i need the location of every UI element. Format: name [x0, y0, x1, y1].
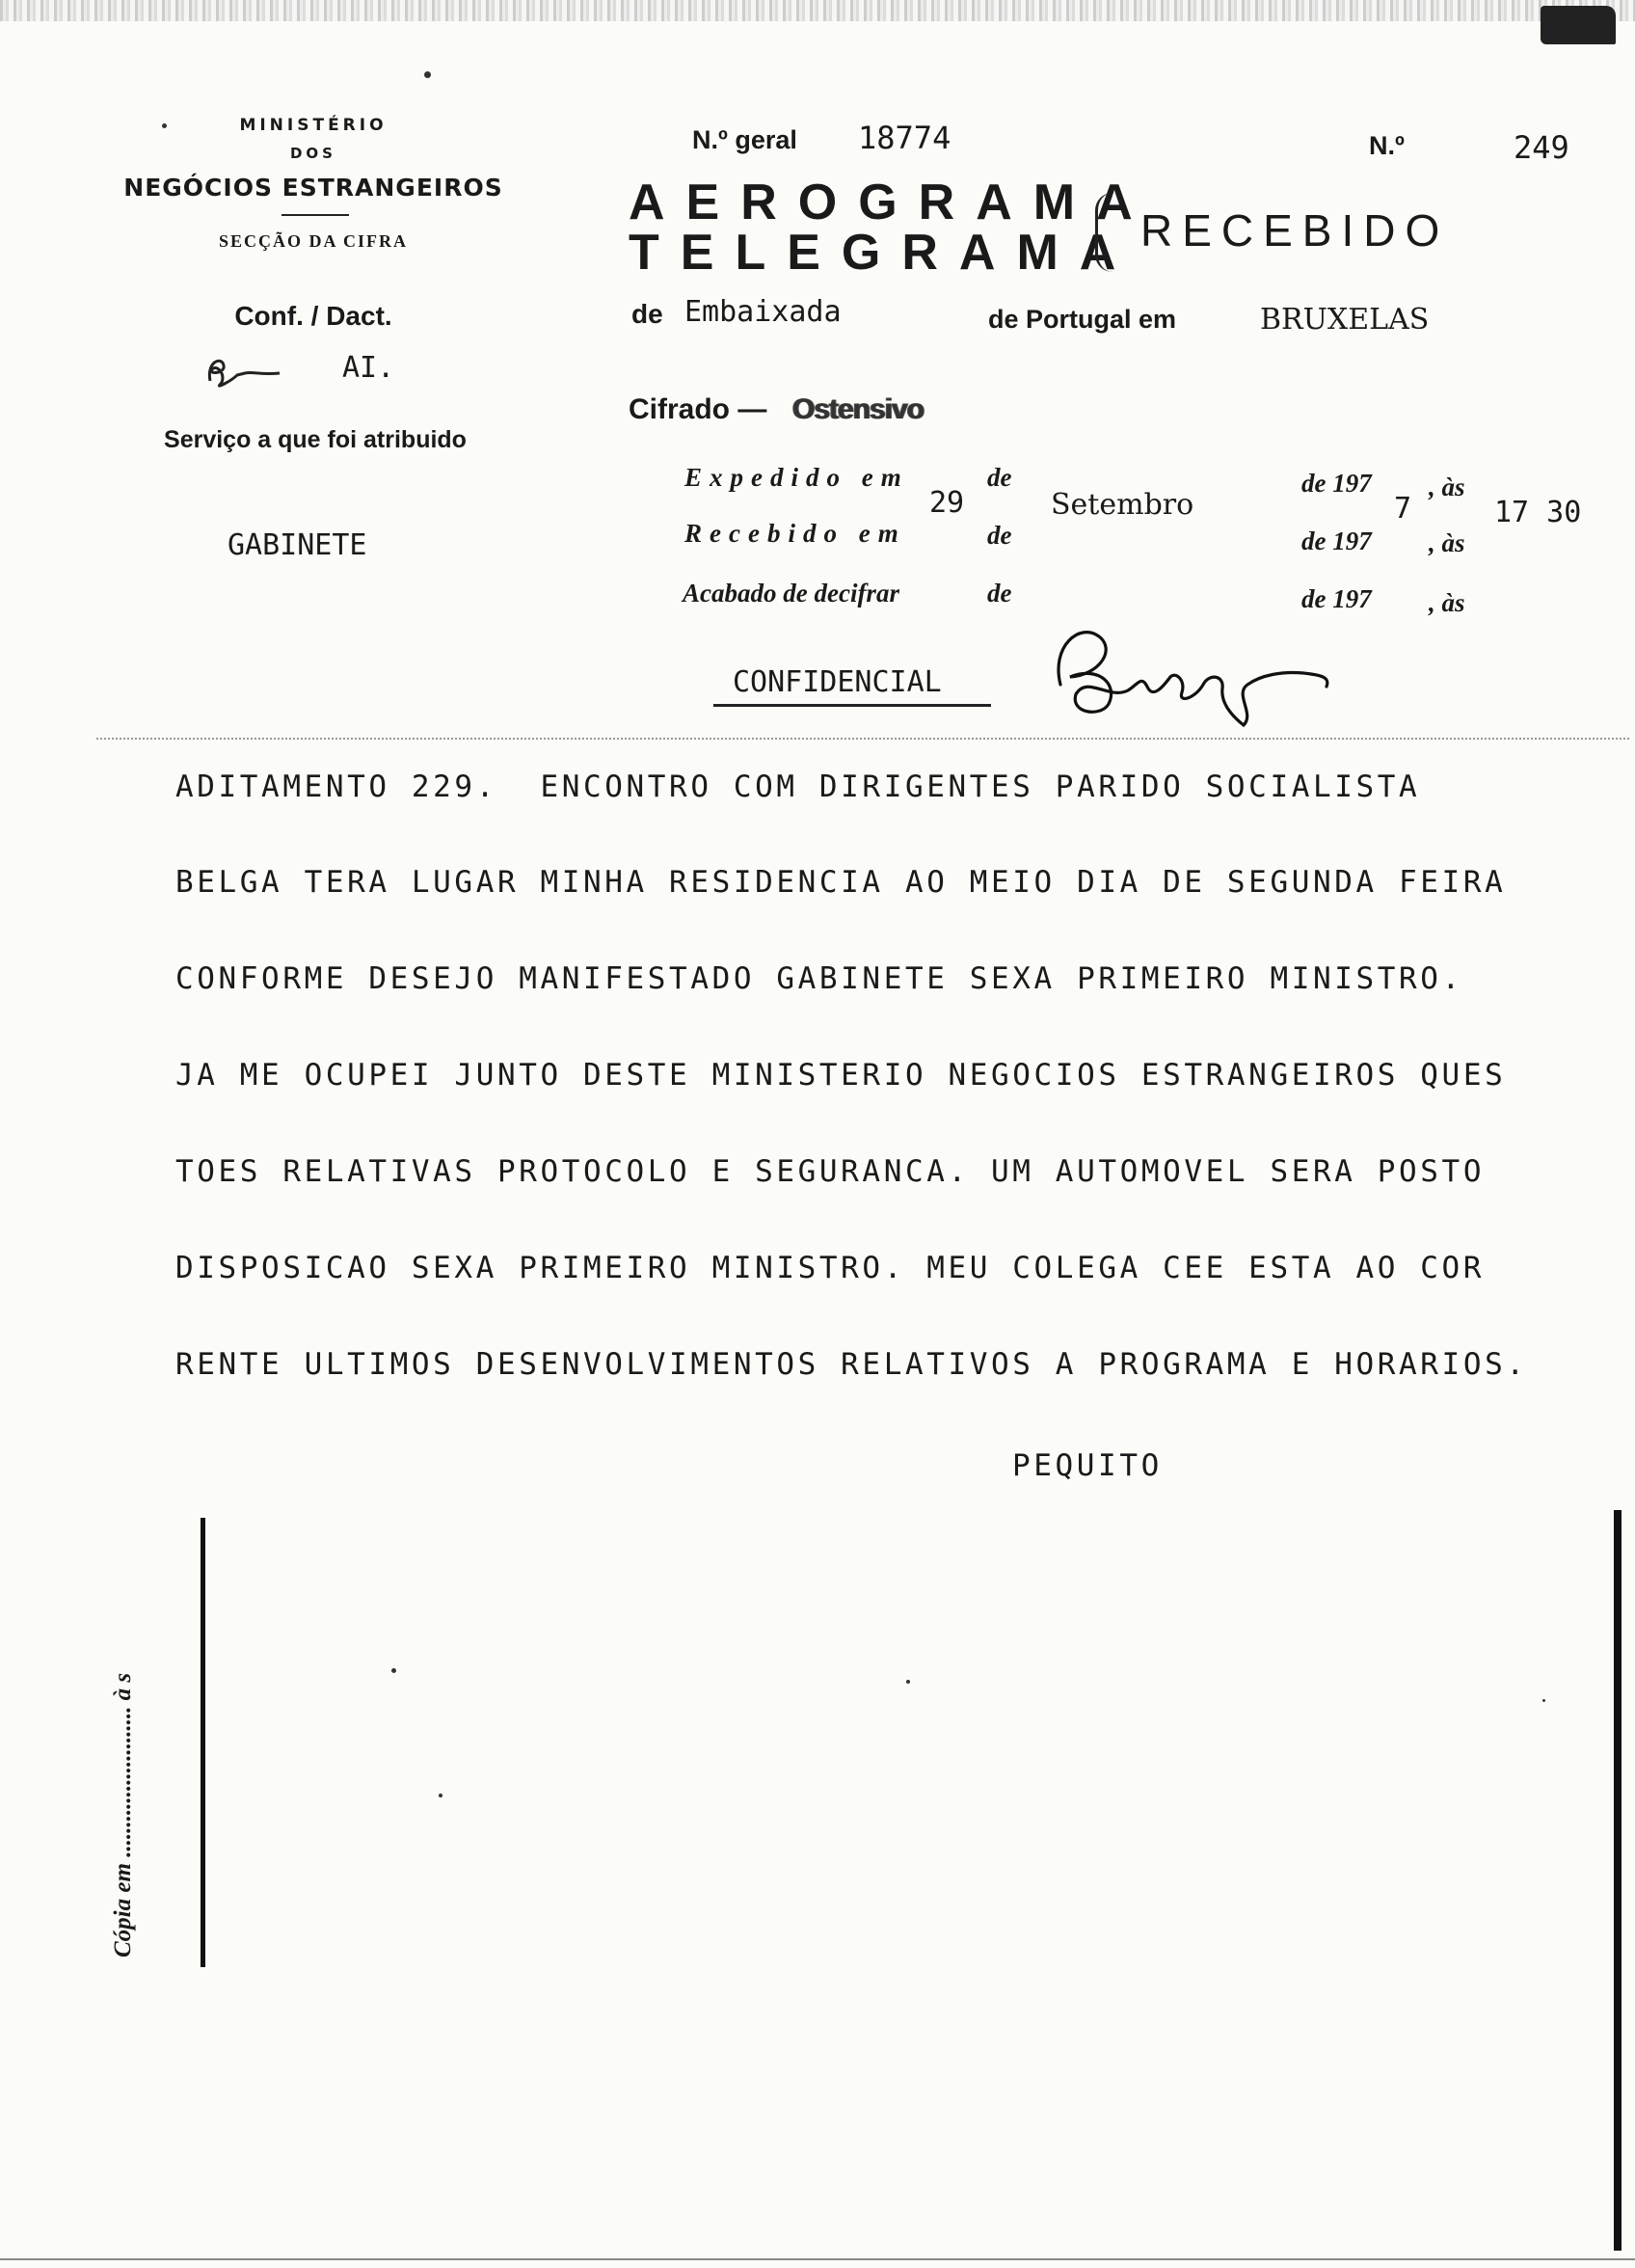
decoded-label: Acabado de decifrar	[683, 579, 899, 608]
body-line: RENTE ULTIMOS DESENVOLVIMENTOS RELATIVOS A PROGRAMA E HORARIOS.	[175, 1347, 1528, 1382]
general-number-label: N.º geral	[692, 125, 797, 154]
scan-speck	[439, 1794, 442, 1797]
section-name: SECÇÃO DA CIFRA	[218, 231, 409, 251]
type-aerograma: AEROGRAMA	[629, 175, 1154, 230]
right-margin-bar	[1614, 1510, 1622, 2251]
bottom-edge	[0, 2258, 1635, 2260]
left-margin-bar	[201, 1518, 205, 1967]
body-line: TOES RELATIVAS PROTOCOLO E SEGURANCA. UM AUTOMOVEL SERA POSTO	[175, 1154, 1486, 1189]
sent-month: Setembro	[1051, 488, 1194, 522]
cifrado-label: Cifrado —	[629, 393, 767, 425]
corner-ink-blot	[1541, 6, 1616, 44]
cifrado-value: Ostensivo	[792, 393, 925, 425]
body-line: ADITAMENTO 229. ENCONTRO COM DIRIGENTES PARIDO SOCIALISTA	[175, 770, 1421, 804]
city-value: BRUXELAS	[1260, 303, 1430, 337]
service-value: GABINETE	[228, 528, 367, 562]
header-body-separator	[96, 738, 1629, 740]
decoded-year-label: de 197	[1301, 584, 1372, 613]
scan-edge-noise	[0, 0, 1635, 21]
scan-speck	[391, 1668, 396, 1673]
portugal-label: de Portugal em	[988, 305, 1177, 334]
scan-speck	[424, 71, 431, 78]
classification: CONFIDENCIAL	[733, 665, 942, 699]
conf-dact-value: AI.	[342, 351, 395, 385]
scan-speck	[162, 123, 167, 128]
general-number-value: 18774	[858, 120, 952, 156]
scan-speck	[906, 1680, 910, 1684]
sent-year: 7	[1394, 492, 1412, 526]
signatory: PEQUITO	[1012, 1448, 1163, 1483]
sent-time: 17 30	[1494, 496, 1582, 529]
sent-day: 29	[929, 486, 965, 520]
type-telegrama: TELEGRAMA	[629, 225, 1138, 281]
received-de: de	[987, 521, 1012, 550]
sent-de: de	[987, 463, 1012, 492]
body-line: CONFORME DESEJO MANIFESTADO GABINETE SEXA PRIMEIRO MINISTRO.	[175, 961, 1463, 996]
received-time-label: , às	[1429, 528, 1465, 557]
initials-signature	[202, 352, 289, 391]
type-brace	[1095, 193, 1115, 272]
scan-speck	[1542, 1699, 1545, 1702]
origin-prefix: de	[631, 299, 663, 329]
decoded-time-label: , às	[1429, 588, 1465, 617]
conf-dact-label: Conf. / Dact.	[234, 301, 392, 331]
ministry-line-1: MINISTÉRIO	[239, 116, 388, 135]
ministry-divider	[281, 214, 349, 216]
classification-underline	[713, 704, 991, 707]
sent-label: Expedido em	[684, 463, 909, 492]
received-label: Recebido em	[684, 519, 906, 548]
origin-value: Embaixada	[684, 295, 842, 329]
handwritten-signature	[1041, 617, 1369, 733]
number-label: N.º	[1369, 131, 1405, 160]
ministry-line-3: NEGÓCIOS ESTRANGEIROS	[123, 174, 503, 202]
copy-label: Cópia em ......................... à s	[110, 1672, 136, 1958]
body-line: JA ME OCUPEI JUNTO DESTE MINISTERIO NEGOCIOS ESTRANGEIROS QUES	[175, 1058, 1507, 1093]
service-label: Serviço a que foi atribuido	[164, 426, 467, 453]
decoded-de: de	[987, 579, 1012, 608]
body-line: DISPOSICAO SEXA PRIMEIRO MINISTRO. MEU COLEGA CEE ESTA AO COR	[175, 1251, 1486, 1285]
copy-field	[77, 1524, 174, 1967]
ministry-line-2: DOS	[289, 145, 336, 162]
number-value: 249	[1514, 129, 1569, 166]
sent-time-label: , às	[1429, 472, 1465, 501]
sent-year-label: de 197	[1301, 469, 1372, 498]
body-line: BELGA TERA LUGAR MINHA RESIDENCIA AO MEIO DIA DE SEGUNDA FEIRA	[175, 865, 1507, 900]
received-year-label: de 197	[1301, 526, 1372, 555]
status-received: RECEBIDO	[1140, 205, 1450, 256]
